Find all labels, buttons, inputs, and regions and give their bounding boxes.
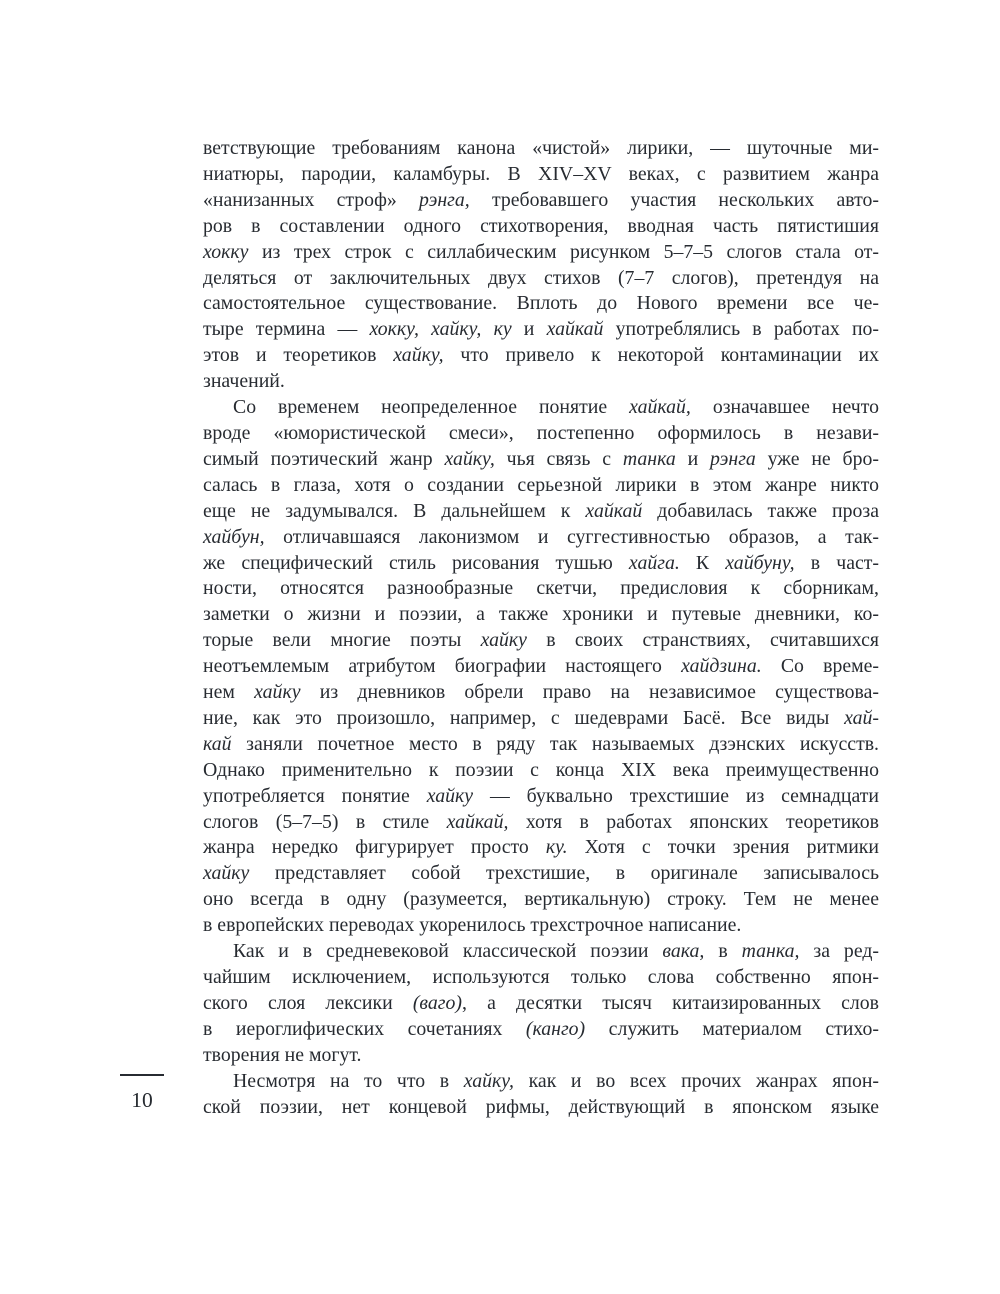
text-line <box>203 965 879 991</box>
text-segment: — буквально трехстишие из семнадцати <box>473 784 879 807</box>
text-line <box>203 395 879 421</box>
text-segment: в иероглифических сочетаниях <box>203 1017 526 1040</box>
text-segment: Однако применительно к поэзии с конца XIX века преимущественно <box>203 758 879 781</box>
text-segment: еще не задумывался. В дальнейшем к <box>203 499 586 522</box>
text-segment: Хотя с точки зрения ритмики <box>567 836 879 859</box>
text-segment: Со време- <box>761 655 880 678</box>
text-line <box>203 1095 879 1121</box>
text-line <box>203 939 879 965</box>
text-segment: употреблялись в работах по- <box>603 318 880 341</box>
text-line <box>203 706 879 732</box>
text-segment: в своих странствиях, считавшихся <box>526 629 879 652</box>
text-line <box>203 861 879 887</box>
text-segment: этов и теоретиков <box>203 344 394 367</box>
text-line <box>203 136 879 162</box>
text-line <box>203 473 879 499</box>
text-segment: в част- <box>794 551 879 574</box>
text-line <box>203 732 879 758</box>
italic-term: ку. <box>545 836 568 859</box>
text-segment: в европейских переводах укоренилось трехстрочное написание. <box>203 914 742 937</box>
text-segment: в <box>704 940 742 963</box>
italic-term: хайкай, <box>446 810 509 833</box>
text-segment: слогов (5–7–5) в стиле <box>203 810 447 833</box>
text-segment: за ред- <box>799 940 879 963</box>
text-segment: как и во всех прочих жанрах япон- <box>513 1069 880 1092</box>
text-segment: симый поэтический жанр <box>203 447 445 470</box>
italic-term: танка, <box>741 940 800 963</box>
text-segment: неотъемлемым атрибутом биографии настоящего <box>203 655 682 678</box>
italic-term: хайкай, <box>629 396 691 419</box>
text-line <box>203 162 879 188</box>
italic-term: хайбуну, <box>725 551 795 574</box>
text-segment: ности, относятся разнообразные скетчи, предисловия к сборникам, <box>203 577 879 600</box>
italic-term: хайбун, <box>203 525 265 548</box>
italic-term: кай <box>203 732 232 755</box>
text-segment: , а десятки тысяч китаизированных слов <box>461 991 879 1014</box>
footer-rule <box>120 1074 164 1076</box>
text-line <box>203 835 879 861</box>
text-segment: Со временем неопределенное понятие <box>233 396 630 419</box>
text-segment: тыре термина — <box>203 318 370 341</box>
text-segment: К <box>679 551 726 574</box>
italic-term: (канго) <box>525 1017 586 1040</box>
text-segment: употребляется понятие <box>203 784 427 807</box>
text-segment: оно всегда в одну (разумеется, вертикальную) строку. Тем не менее <box>203 888 879 911</box>
text-line <box>203 266 879 292</box>
page-text <box>203 136 879 1120</box>
italic-term: рэнга <box>710 447 756 470</box>
text-segment: чайшим исключением, используются только слова собственно япон- <box>203 966 879 988</box>
text-line <box>203 758 879 784</box>
italic-term: хокку, хайку, ку <box>369 318 512 341</box>
text-segment: ской поэзии, нет концевой рифмы, действующий в японском языке <box>203 1095 879 1118</box>
text-segment: заняли почетное место в ряду так называемых дзэнских искусств. <box>231 732 879 755</box>
text-line <box>203 576 879 602</box>
text-segment: хотя в работах японских теоретиков <box>508 810 879 833</box>
text-line <box>203 447 879 473</box>
italic-term: хайку, <box>444 447 495 470</box>
page-number: 10 <box>131 1088 153 1112</box>
text-segment: ветствующие требованиям канона «чистой» лирики, — шуточные ми- <box>203 137 879 159</box>
text-segment: уже не бро- <box>755 447 879 470</box>
italic-term: танка <box>622 447 676 470</box>
text-line <box>203 887 879 913</box>
text-line <box>203 369 879 395</box>
text-segment: ров в составлении одного стихотворения, вводная часть пятистишия <box>203 214 879 237</box>
text-line <box>203 654 879 680</box>
text-segment: Несмотря на то что в <box>233 1069 464 1092</box>
text-line <box>203 317 879 343</box>
text-segment: самостоятельное существование. Вплоть до Нового времени все че- <box>203 292 879 315</box>
italic-term: хайку <box>480 629 527 652</box>
italic-term: хайкай <box>546 318 604 341</box>
text-line <box>203 214 879 240</box>
text-segment: и <box>675 447 711 470</box>
text-line <box>203 1043 879 1069</box>
italic-term: хокку <box>203 240 249 263</box>
text-line <box>203 188 879 214</box>
italic-term: хайку, <box>393 344 444 367</box>
italic-term: (ваго) <box>412 991 462 1014</box>
text-line <box>203 784 879 810</box>
text-line <box>203 810 879 836</box>
italic-term: хайку <box>254 681 301 704</box>
text-segment: ниатюры, пародии, каламбуры. В XIV–XV веках, с развитием жанра <box>203 162 879 185</box>
italic-term: рэнга, <box>419 188 470 211</box>
italic-term: хайкай <box>585 499 643 522</box>
text-segment: творения не могут. <box>203 1043 362 1066</box>
text-segment: значений. <box>203 370 285 393</box>
italic-term: хайку <box>203 862 250 885</box>
text-segment: вроде «юмористической смеси», постепенно оформилось в незави- <box>203 421 879 444</box>
text-segment: «нанизанных строф» <box>203 188 420 211</box>
italic-term: вака, <box>662 940 705 963</box>
text-segment: чья связь с <box>494 447 623 470</box>
text-line <box>203 525 879 551</box>
italic-term: хайдзина. <box>681 655 762 678</box>
text-segment: представляет собой трехстишие, в оригинале записывалось <box>249 862 879 885</box>
italic-term: хайку, <box>463 1069 514 1092</box>
italic-term: хай- <box>844 706 879 729</box>
text-segment: требовавшего участия нескольких авто- <box>469 188 879 211</box>
text-segment: означавшее нечто <box>690 396 880 419</box>
text-segment: жанра нередко фигурирует просто <box>203 836 546 859</box>
text-segment: служить материалом стихо- <box>585 1017 879 1040</box>
text-segment: заметки о жизни и поэзии, а также хроники и путевые дневники, ко- <box>203 603 879 626</box>
text-line <box>203 343 879 369</box>
text-segment: деляться от заключительных двух стихов (7–7 слогов), претендуя на <box>203 266 879 289</box>
text-segment: что привело к некоторой контаминации их <box>443 344 879 367</box>
text-segment: салась в глаза, хотя о создании серьезной лирики в этом жанре никто <box>203 473 879 496</box>
text-line <box>203 240 879 266</box>
text-segment: же специфический стиль рисования тушью <box>203 551 629 574</box>
text-segment: из трех строк с силлабическим рисунком 5–7–5 слогов стала от- <box>248 240 879 263</box>
text-line <box>203 628 879 654</box>
text-line <box>203 499 879 525</box>
text-line <box>203 1069 879 1095</box>
italic-term: хайку <box>426 784 474 807</box>
text-segment: добавилась также проза <box>642 499 879 522</box>
text-segment: Как и в средневековой классической поэзии <box>233 940 663 963</box>
text-line <box>203 421 879 447</box>
text-segment: нем <box>203 681 255 704</box>
text-line <box>203 551 879 577</box>
text-segment: из дневников обрели право на независимое существова- <box>300 681 879 704</box>
text-segment: торые вели многие поэты <box>203 629 481 652</box>
text-segment: ского слоя лексики <box>203 991 413 1014</box>
italic-term: хайга. <box>628 551 680 574</box>
text-segment: отличавшаяся лаконизмом и суггестивностью образов, а так- <box>264 525 879 548</box>
text-segment: и <box>511 318 547 341</box>
text-line <box>203 680 879 706</box>
text-line <box>203 1017 879 1043</box>
text-line <box>203 913 879 939</box>
text-line <box>203 602 879 628</box>
text-segment: ние, как это произошло, например, с шедеврами Басё. Все виды <box>203 706 845 729</box>
text-line <box>203 291 879 317</box>
text-line <box>203 991 879 1017</box>
